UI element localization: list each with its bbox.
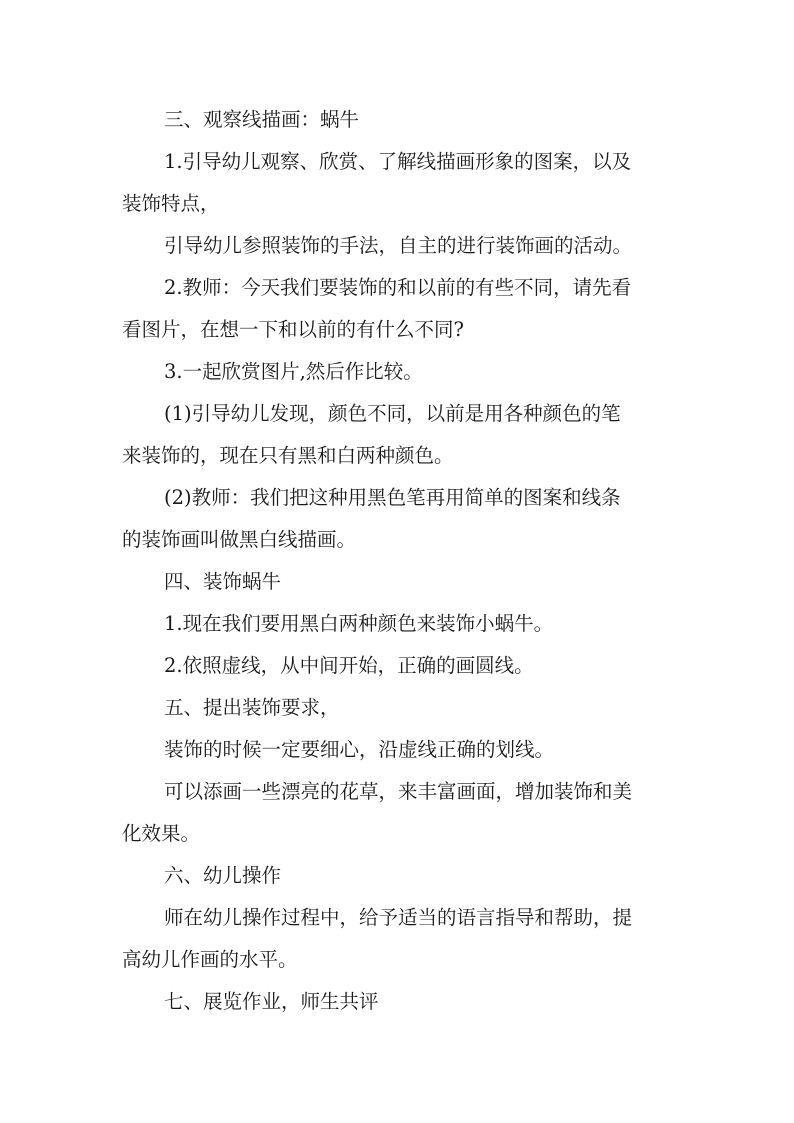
paragraph-line: 化效果。 (122, 822, 201, 845)
paragraph-line: 2.教师：今天我们要装饰的和以前的有些不同，请先看 (164, 276, 632, 299)
paragraph-line: 3.一起欣赏图片,然后作比较。 (164, 360, 423, 383)
heading-decorate-snail: 四、装饰蜗牛 (164, 570, 282, 593)
paragraph-line: 2.依照虚线，从中间开始，正确的画圆线。 (164, 654, 534, 677)
heading-exhibition: 七、展览作业，师生共评 (164, 990, 379, 1013)
paragraph-line: 可以添画一些漂亮的花草，来丰富画面，增加装饰和美 (164, 780, 633, 803)
heading-child-operation: 六、幼儿操作 (164, 864, 282, 887)
paragraph-line: 1.引导幼儿观察、欣赏、了解线描画形象的图案，以及 (164, 150, 632, 173)
heading-decoration-requirements: 五、提出装饰要求， (164, 696, 340, 719)
paragraph-line: 的装饰画叫做黑白线描画。 (122, 528, 357, 551)
paragraph-line: (1)引导幼儿发现，颜色不同，以前是用各种颜色的笔 (164, 402, 621, 425)
paragraph-line: 师在幼儿操作过程中，给予适当的语言指导和帮助，提 (164, 906, 633, 929)
paragraph-line: (2)教师：我们把这种用黑色笔再用简单的图案和线条 (164, 486, 621, 509)
paragraph-line: 来装饰的，现在只有黑和白两种颜色。 (122, 444, 454, 467)
paragraph-line: 看图片，在想一下和以前的有什么不同? (122, 318, 464, 341)
paragraph-line: 装饰特点， (122, 192, 220, 215)
paragraph-line: 引导幼儿参照装饰的手法，自主的进行装饰画的活动。 (164, 234, 633, 257)
paragraph-line: 高幼儿作画的水平。 (122, 948, 298, 971)
paragraph-line: 1.现在我们要用黑白两种颜色来装饰小蜗牛。 (164, 612, 554, 635)
paragraph-line: 装饰的时候一定要细心，沿虚线正确的划线。 (164, 738, 555, 761)
heading-observe-line-drawing: 三、观察线描画：蜗牛 (164, 108, 360, 131)
